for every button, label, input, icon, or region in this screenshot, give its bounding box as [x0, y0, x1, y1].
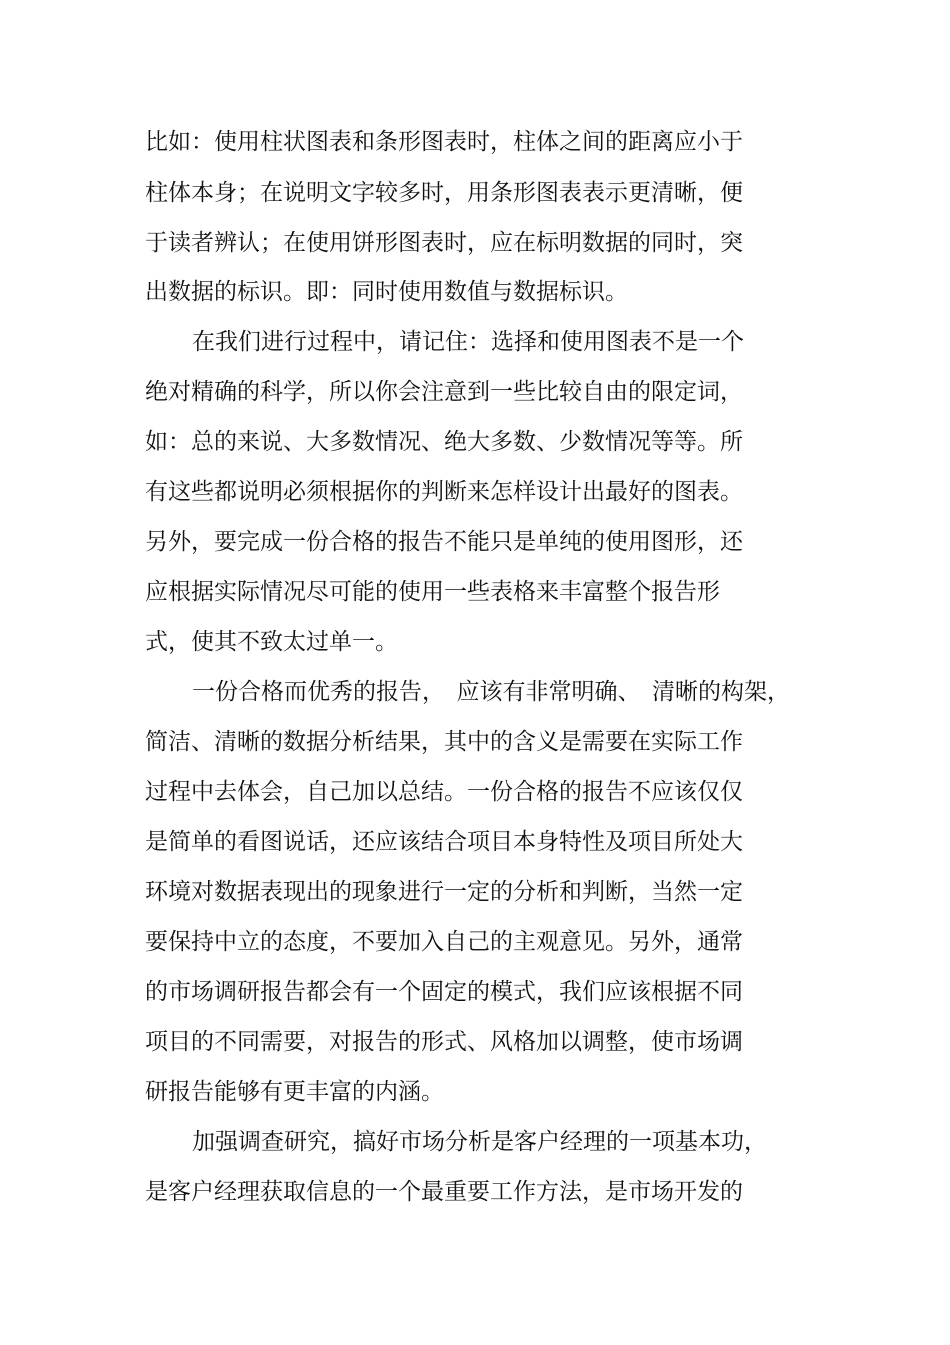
- text-line: 有这些都说明必须根据你的判断来怎样设计出最好的图表。: [145, 479, 743, 505]
- text-line: 是客户经理获取信息的一个最重要工作方法，是市场开发的: [145, 1179, 743, 1205]
- text-line: 研报告能够有更丰富的内涵。: [145, 1079, 444, 1105]
- text-line: 项目的不同需要，对报告的形式、风格加以调整，使市场调: [145, 1029, 743, 1055]
- paragraph-first-line: 加强调查研究，搞好市场分析是客户经理的一项基本功，: [192, 1129, 767, 1155]
- text-line: 过程中去体会，自己加以总结。一份合格的报告不应该仅仅: [145, 779, 743, 805]
- text-line: 如：总的来说、大多数情况、绝大多数、少数情况等等。所: [145, 429, 743, 455]
- text-line: 式，使其不致太过单一。: [145, 629, 398, 655]
- text-line: 出数据的标识。即：同时使用数值与数据标识。: [145, 279, 628, 305]
- text-line: 应根据实际情况尽可能的使用一些表格来丰富整个报告形: [145, 579, 720, 605]
- paragraph-first-line: 在我们进行过程中，请记住：选择和使用图表不是一个: [192, 329, 744, 355]
- text-line: 另外，要完成一份合格的报告不能只是单纯的使用图形，还: [145, 529, 743, 555]
- text-line: 柱体本身；在说明文字较多时，用条形图表表示更清晰，便: [145, 180, 743, 206]
- paragraph-first-line: 一份合格而优秀的报告， 应该有非常明确、 清晰的构架，: [192, 679, 790, 705]
- text-line: 是简单的看图说话，还应该结合项目本身特性及项目所处大: [145, 829, 743, 855]
- text-line: 绝对精确的科学，所以你会注意到一些比较自由的限定词，: [145, 379, 743, 405]
- text-line: 简洁、清晰的数据分析结果，其中的含义是需要在实际工作: [145, 729, 743, 755]
- text-line: 要保持中立的态度，不要加入自己的主观意见。另外，通常: [145, 929, 743, 955]
- text-line: 比如：使用柱状图表和条形图表时，柱体之间的距离应小于: [145, 129, 743, 155]
- text-line: 环境对数据表现出的现象进行一定的分析和判断，当然一定: [145, 879, 743, 905]
- text-line: 的市场调研报告都会有一个固定的模式，我们应该根据不同: [145, 979, 743, 1005]
- text-line: 于读者辨认；在使用饼形图表时，应在标明数据的同时，突: [145, 230, 743, 256]
